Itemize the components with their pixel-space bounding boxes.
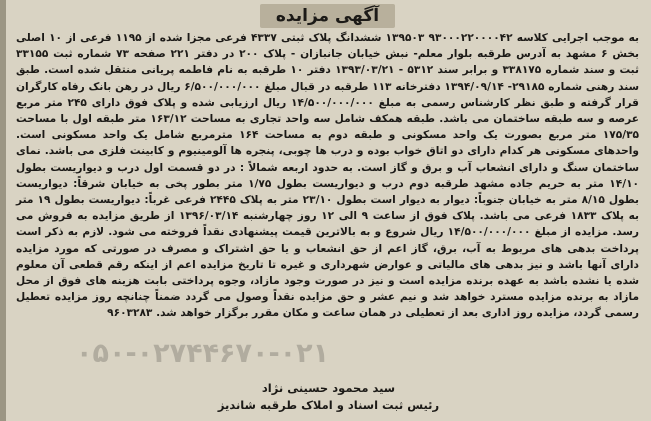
notice-paragraph: به موجب اجرایی کلاسه ۹۳۰۰۰۲۲۰۰۰۰۴۲ ۱۳۹۵۰۳ ششدانگ پلاک ثبتی ۴۳۳۷ فرعی مجزا شده از ۱۱۹۵ فرعی از ۱۰ اصلی بخش ۶ مشهد به آدرس طرقبه بلوار معلم- نبش خیابان جانبازان - پلاک ۲۰۰ در دفتر ۲۲۱ صفحه ۷۳ شماره ثبت ۳۳۱۵۵ ثبت و سند شماره ۳۳۸۱۷۵ و برابر سند ۵۳۱۲ - ۱۳۹۳/۰۳/۲۱ دفتر ۱۰ طرقبه به نام فاطمه پریانی منتقل شده است. طبق سند رهنی شماره ۲۹۱۸۵- ۱۳۹۴/۰۹/۱۴ دفترخانه ۱۱۳ طرقبه در قبال مبلغ ۶/۵۰۰/۰۰۰/۰۰۰ ریال در رهن بانک رفاه کارگران قرار گرفته و طبق نظر کارشناس رسمی به مبلغ ۱۴/۵۰۰/۰۰۰/۰۰۰ ریال ارزیابی شده و پلاک فوق دارای ۲۴۵ متر مربع عرصه و سه طبقه ساختمان می باشد. طبقه همکف شامل سه واحد تجاری به مساحت ۱۶۳/۱۲ متر طبقه اول با مساحت ۱۷۵/۳۵ متر مربع بصورت یک واحد مسکونی و طبقه دوم به مساحت ۱۶۴ مترمربع شامل یک واحد مسکونی است. واحدهای مسکونی هر کدام دارای دو اتاق خواب بوده و درب ها چوبی، پنجره ها آلومینیوم و کابینت فلزی می باشد. نمای ساختمان سنگ و دارای انشعاب آب و برق و گاز است. به حدود اربعه شمالاً : در دو قسمت اول درب و دیواریست بطول ۱۴/۱۰ متر به حریم جاده مشهد طرقبه دوم درب و دیواریست بطول ۱/۷۵ متر بطور پخی به خیابان شرقاً: دیواریست بطول ۸/۱۵ متر به خیابان جنوباً: دیوار به دیوار است بطول ۲۳/۱۰ متر به پلاک ۲۴۴۵ فرعی غرباً: دیواریست بطول ۱۹ متر به پلاک ۱۸۳۳ فرعی می باشد. پلاک فوق از ساعت ۹ الی ۱۲ روز چهارشنبه ۱۳۹۶/۰۳/۱۴ از طریق مزایده به فروش می رسد. مزایده از مبلغ ۱۴/۵۰۰/۰۰۰/۰۰۰ ریال شروع و به بالاترین قیمت پیشنهادی نقداً فروخته می شود. لازم به ذکر است پرداخت بدهی های مربوط به آب، برق، گاز اعم از حق انشعاب و یا حق اشتراک و مصرف در صورتی که مورد مزایده دارای آنها باشد و نیز بدهی های مالیاتی و عوارض شهرداری و غیره تا تاریخ مزایده اعم از اینکه رقم قطعی آن معلوم شده یا نشده باشد به عهده برنده مزایده است و نیز در صورت وجود مازاد، وجوه پرداختی بابت هزینه های فوق از محل مازاد به برنده مزایده مسترد خواهد شد و نیم عشر و حق مزایده نقداً وصول می گردد ضمناً چنانچه روز مزایده تعطیل رسمی گردد، مزایده روز اداری بعد از تعطیلی در همان ساعت و مکان مقرر برگزار خواهد شد. ۹۶۰۳۲۸۳ [16,32,639,320]
phone-watermark: ۰۵۰-۰۲۷۴۴۶۷۰-۰۲۱ [76,338,330,369]
notice-title: آگهی مزایده [260,4,395,28]
title-bar [16,4,639,30]
notice-body [16,30,639,322]
signer-role: رئیس ثبت اسناد و املاک طرقبه شاندیز [217,398,440,412]
signer-name: سید محمود حسینی نژاد [261,381,396,395]
signature-block [6,380,651,414]
